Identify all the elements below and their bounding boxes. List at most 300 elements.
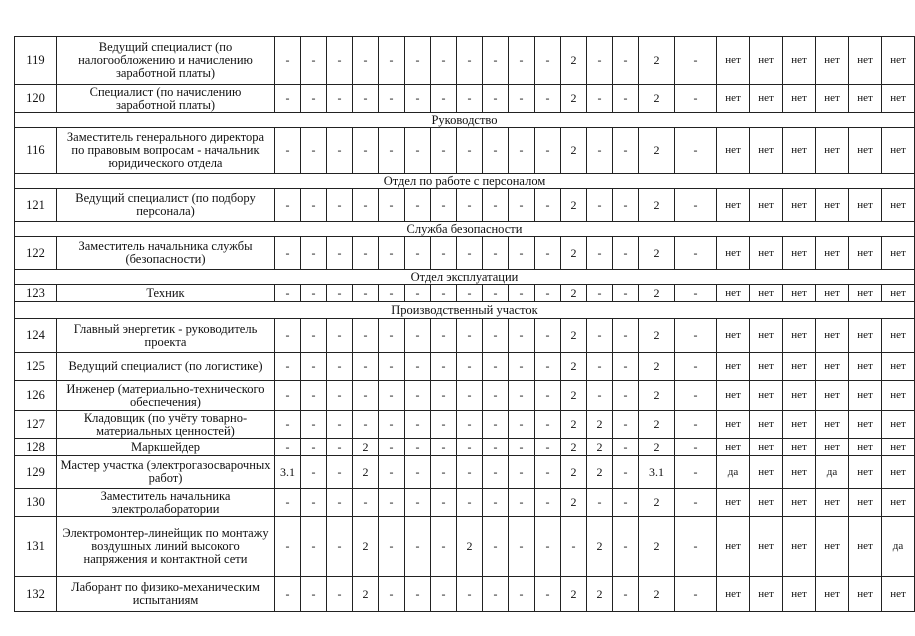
factor-class-cell: - <box>509 411 535 439</box>
factor-class-cell: 2 <box>639 381 675 411</box>
factor-class-cell: - <box>431 456 457 489</box>
guarantee-cell: да <box>882 517 915 577</box>
guarantee-cell: нет <box>882 489 915 517</box>
guarantee-cell: нет <box>882 189 915 222</box>
row-number: 123 <box>15 285 57 302</box>
factor-class-cell: - <box>275 439 301 456</box>
section-title: Руководство <box>15 113 915 128</box>
factor-class-cell: - <box>483 456 509 489</box>
position-name: Заместитель начальника службы (безопасности) <box>57 237 275 270</box>
guarantee-cell: нет <box>750 319 783 353</box>
factor-class-cell: 2 <box>639 489 675 517</box>
factor-class-cell: - <box>509 319 535 353</box>
factor-class-cell: - <box>675 189 717 222</box>
factor-class-cell: - <box>405 381 431 411</box>
factor-class-cell: - <box>675 517 717 577</box>
guarantee-cell: нет <box>882 37 915 85</box>
factor-class-cell: - <box>301 189 327 222</box>
factor-class-cell: - <box>379 456 405 489</box>
guarantee-cell: нет <box>750 285 783 302</box>
factor-class-cell: - <box>613 85 639 113</box>
factor-class-cell: 2 <box>561 381 587 411</box>
guarantee-cell: нет <box>750 577 783 612</box>
table-row <box>15 577 915 612</box>
factor-class-cell: 2 <box>457 517 483 577</box>
guarantee-cell: нет <box>750 237 783 270</box>
guarantee-cell: нет <box>849 189 882 222</box>
factor-class-cell: - <box>431 517 457 577</box>
assessment-table-page <box>14 36 906 612</box>
factor-class-cell: - <box>327 128 353 174</box>
factor-class-cell: - <box>509 37 535 85</box>
factor-class-cell: - <box>353 128 379 174</box>
factor-class-cell: 2 <box>353 439 379 456</box>
section-header-row <box>15 113 915 128</box>
factor-class-cell: 2 <box>353 577 379 612</box>
guarantee-cell: нет <box>816 517 849 577</box>
factor-class-cell: 2 <box>639 439 675 456</box>
factor-class-cell: - <box>275 319 301 353</box>
factor-class-cell: - <box>327 489 353 517</box>
factor-class-cell: - <box>509 489 535 517</box>
factor-class-cell: - <box>483 237 509 270</box>
factor-class-cell: - <box>587 237 613 270</box>
factor-class-cell: 2 <box>561 353 587 381</box>
working-conditions-table <box>14 36 915 612</box>
factor-class-cell: - <box>405 85 431 113</box>
factor-class-cell: - <box>613 237 639 270</box>
guarantee-cell: нет <box>882 237 915 270</box>
factor-class-cell: 2 <box>561 411 587 439</box>
factor-class-cell: - <box>457 37 483 85</box>
factor-class-cell: - <box>675 237 717 270</box>
row-number: 126 <box>15 381 57 411</box>
factor-class-cell: - <box>587 489 613 517</box>
factor-class-cell: - <box>275 237 301 270</box>
guarantee-cell: нет <box>882 381 915 411</box>
guarantee-cell: нет <box>849 439 882 456</box>
position-name: Маркшейдер <box>57 439 275 456</box>
guarantee-cell: нет <box>849 37 882 85</box>
guarantee-cell: нет <box>717 37 750 85</box>
factor-class-cell: 2 <box>561 237 587 270</box>
factor-class-cell: - <box>483 128 509 174</box>
factor-class-cell: - <box>405 37 431 85</box>
factor-class-cell: - <box>353 37 379 85</box>
factor-class-cell: - <box>535 128 561 174</box>
position-name: Заместитель начальника электролаборатории <box>57 489 275 517</box>
table-row <box>15 85 915 113</box>
factor-class-cell: - <box>535 237 561 270</box>
factor-class-cell: 2 <box>639 319 675 353</box>
guarantee-cell: нет <box>783 577 816 612</box>
factor-class-cell: - <box>379 577 405 612</box>
guarantee-cell: нет <box>816 85 849 113</box>
factor-class-cell: - <box>431 439 457 456</box>
factor-class-cell: - <box>457 489 483 517</box>
guarantee-cell: нет <box>717 411 750 439</box>
factor-class-cell: - <box>483 489 509 517</box>
section-header-row <box>15 302 915 319</box>
row-number: 129 <box>15 456 57 489</box>
factor-class-cell: - <box>509 128 535 174</box>
factor-class-cell: - <box>613 353 639 381</box>
factor-class-cell: - <box>535 353 561 381</box>
guarantee-cell: нет <box>783 319 816 353</box>
factor-class-cell: - <box>301 128 327 174</box>
factor-class-cell: - <box>379 517 405 577</box>
factor-class-cell: 2 <box>561 85 587 113</box>
factor-class-cell: - <box>327 85 353 113</box>
guarantee-cell: нет <box>750 189 783 222</box>
factor-class-cell: - <box>379 489 405 517</box>
guarantee-cell: нет <box>750 85 783 113</box>
factor-class-cell: 2 <box>639 237 675 270</box>
factor-class-cell: - <box>405 128 431 174</box>
guarantee-cell: нет <box>783 517 816 577</box>
factor-class-cell: 2 <box>587 456 613 489</box>
factor-class-cell: - <box>483 439 509 456</box>
factor-class-cell: 2 <box>561 285 587 302</box>
factor-class-cell: - <box>613 489 639 517</box>
factor-class-cell: 2 <box>587 517 613 577</box>
factor-class-cell: 2 <box>639 189 675 222</box>
guarantee-cell: нет <box>849 85 882 113</box>
guarantee-cell: нет <box>882 319 915 353</box>
factor-class-cell: - <box>535 489 561 517</box>
guarantee-cell: нет <box>849 319 882 353</box>
guarantee-cell: нет <box>816 353 849 381</box>
factor-class-cell: 2 <box>639 411 675 439</box>
factor-class-cell: - <box>509 517 535 577</box>
section-title: Отдел эксплуатации <box>15 270 915 285</box>
factor-class-cell: - <box>535 577 561 612</box>
row-number: 121 <box>15 189 57 222</box>
guarantee-cell: нет <box>816 285 849 302</box>
factor-class-cell: - <box>509 85 535 113</box>
factor-class-cell: - <box>483 189 509 222</box>
factor-class-cell: - <box>457 577 483 612</box>
factor-class-cell: - <box>509 189 535 222</box>
factor-class-cell: - <box>327 439 353 456</box>
factor-class-cell: - <box>613 411 639 439</box>
factor-class-cell: - <box>457 439 483 456</box>
guarantee-cell: нет <box>849 411 882 439</box>
position-name: Инженер (материально-технического обеспечения) <box>57 381 275 411</box>
factor-class-cell: - <box>353 353 379 381</box>
factor-class-cell: - <box>379 237 405 270</box>
guarantee-cell: нет <box>849 128 882 174</box>
factor-class-cell: - <box>353 85 379 113</box>
factor-class-cell: - <box>587 285 613 302</box>
factor-class-cell: - <box>301 577 327 612</box>
table-row <box>15 439 915 456</box>
factor-class-cell: - <box>275 128 301 174</box>
factor-class-cell: - <box>613 577 639 612</box>
guarantee-cell: нет <box>849 353 882 381</box>
guarantee-cell: нет <box>783 439 816 456</box>
factor-class-cell: - <box>587 128 613 174</box>
factor-class-cell: - <box>675 285 717 302</box>
guarantee-cell: нет <box>783 353 816 381</box>
factor-class-cell: - <box>457 319 483 353</box>
guarantee-cell: нет <box>783 456 816 489</box>
factor-class-cell: - <box>457 85 483 113</box>
guarantee-cell: нет <box>717 353 750 381</box>
factor-class-cell: - <box>379 85 405 113</box>
factor-class-cell: - <box>535 85 561 113</box>
factor-class-cell: - <box>405 237 431 270</box>
row-number: 132 <box>15 577 57 612</box>
factor-class-cell: - <box>301 353 327 381</box>
guarantee-cell: нет <box>783 237 816 270</box>
row-number: 119 <box>15 37 57 85</box>
factor-class-cell: - <box>675 128 717 174</box>
factor-class-cell: 2 <box>639 285 675 302</box>
guarantee-cell: нет <box>783 37 816 85</box>
factor-class-cell: - <box>327 319 353 353</box>
guarantee-cell: нет <box>750 411 783 439</box>
guarantee-cell: нет <box>783 189 816 222</box>
factor-class-cell: - <box>613 37 639 85</box>
factor-class-cell: - <box>509 381 535 411</box>
position-name: Кладовщик (по учёту товарно-материальных ценностей) <box>57 411 275 439</box>
factor-class-cell: - <box>457 128 483 174</box>
factor-class-cell: - <box>483 411 509 439</box>
guarantee-cell: нет <box>816 128 849 174</box>
factor-class-cell: - <box>301 285 327 302</box>
factor-class-cell: 3.1 <box>639 456 675 489</box>
position-name: Электромонтер-линейщик по монтажу воздушных линий высокого напряжения и контактной сети <box>57 517 275 577</box>
factor-class-cell: - <box>483 37 509 85</box>
factor-class-cell: - <box>405 285 431 302</box>
position-name: Заместитель генерального директора по правовым вопросам - начальник юридического отдела <box>57 128 275 174</box>
guarantee-cell: нет <box>717 381 750 411</box>
factor-class-cell: - <box>379 319 405 353</box>
factor-class-cell: - <box>405 517 431 577</box>
row-number: 128 <box>15 439 57 456</box>
factor-class-cell: 2 <box>353 456 379 489</box>
factor-class-cell: - <box>483 353 509 381</box>
factor-class-cell: 3.1 <box>275 456 301 489</box>
factor-class-cell: - <box>431 189 457 222</box>
factor-class-cell: 2 <box>587 577 613 612</box>
position-name: Техник <box>57 285 275 302</box>
factor-class-cell: - <box>535 189 561 222</box>
factor-class-cell: - <box>483 319 509 353</box>
factor-class-cell: - <box>301 237 327 270</box>
guarantee-cell: нет <box>849 456 882 489</box>
guarantee-cell: нет <box>717 285 750 302</box>
factor-class-cell: - <box>301 37 327 85</box>
factor-class-cell: - <box>405 577 431 612</box>
table-row <box>15 319 915 353</box>
guarantee-cell: нет <box>882 285 915 302</box>
factor-class-cell: - <box>675 353 717 381</box>
row-number: 125 <box>15 353 57 381</box>
guarantee-cell: нет <box>882 353 915 381</box>
guarantee-cell: нет <box>783 489 816 517</box>
factor-class-cell: - <box>275 189 301 222</box>
factor-class-cell: - <box>535 456 561 489</box>
factor-class-cell: - <box>509 439 535 456</box>
factor-class-cell: - <box>431 37 457 85</box>
factor-class-cell: - <box>613 189 639 222</box>
factor-class-cell: - <box>675 37 717 85</box>
table-row <box>15 237 915 270</box>
factor-class-cell: - <box>353 489 379 517</box>
factor-class-cell: - <box>275 285 301 302</box>
factor-class-cell: - <box>509 237 535 270</box>
factor-class-cell: - <box>457 353 483 381</box>
guarantee-cell: нет <box>882 456 915 489</box>
guarantee-cell: нет <box>750 517 783 577</box>
guarantee-cell: нет <box>882 85 915 113</box>
guarantee-cell: да <box>717 456 750 489</box>
guarantee-cell: нет <box>849 381 882 411</box>
factor-class-cell: 2 <box>561 489 587 517</box>
guarantee-cell: нет <box>717 128 750 174</box>
guarantee-cell: нет <box>717 577 750 612</box>
factor-class-cell: 2 <box>639 577 675 612</box>
factor-class-cell: - <box>405 319 431 353</box>
factor-class-cell: - <box>587 353 613 381</box>
guarantee-cell: нет <box>717 237 750 270</box>
factor-class-cell: - <box>535 37 561 85</box>
position-name: Ведущий специалист (по логистике) <box>57 353 275 381</box>
guarantee-cell: нет <box>750 439 783 456</box>
row-number: 120 <box>15 85 57 113</box>
guarantee-cell: нет <box>783 85 816 113</box>
section-title: Служба безопасности <box>15 222 915 237</box>
factor-class-cell: - <box>379 439 405 456</box>
factor-class-cell: - <box>535 285 561 302</box>
factor-class-cell: - <box>561 517 587 577</box>
factor-class-cell: - <box>275 85 301 113</box>
factor-class-cell: - <box>275 353 301 381</box>
factor-class-cell: - <box>275 411 301 439</box>
guarantee-cell: нет <box>783 285 816 302</box>
factor-class-cell: - <box>353 189 379 222</box>
factor-class-cell: - <box>379 285 405 302</box>
factor-class-cell: - <box>431 237 457 270</box>
position-name: Главный энергетик - руководитель проекта <box>57 319 275 353</box>
factor-class-cell: - <box>327 237 353 270</box>
table-row <box>15 489 915 517</box>
factor-class-cell: - <box>379 353 405 381</box>
factor-class-cell: - <box>431 353 457 381</box>
factor-class-cell: 2 <box>561 439 587 456</box>
guarantee-cell: нет <box>717 439 750 456</box>
guarantee-cell: нет <box>750 353 783 381</box>
factor-class-cell: - <box>587 381 613 411</box>
factor-class-cell: - <box>327 37 353 85</box>
position-name: Специалист (по начислению заработной платы) <box>57 85 275 113</box>
factor-class-cell: - <box>405 353 431 381</box>
row-number: 122 <box>15 237 57 270</box>
factor-class-cell: - <box>535 439 561 456</box>
guarantee-cell: нет <box>750 456 783 489</box>
guarantee-cell: нет <box>750 128 783 174</box>
guarantee-cell: нет <box>717 489 750 517</box>
factor-class-cell: - <box>613 128 639 174</box>
guarantee-cell: нет <box>849 285 882 302</box>
factor-class-cell: - <box>405 489 431 517</box>
row-number: 130 <box>15 489 57 517</box>
factor-class-cell: 2 <box>639 128 675 174</box>
guarantee-cell: нет <box>816 577 849 612</box>
guarantee-cell: нет <box>783 411 816 439</box>
factor-class-cell: - <box>675 456 717 489</box>
factor-class-cell: - <box>353 411 379 439</box>
factor-class-cell: - <box>675 489 717 517</box>
factor-class-cell: - <box>327 517 353 577</box>
factor-class-cell: - <box>275 577 301 612</box>
guarantee-cell: нет <box>783 128 816 174</box>
factor-class-cell: - <box>483 577 509 612</box>
factor-class-cell: - <box>535 411 561 439</box>
position-name: Мастер участка (электрогазосварочных работ) <box>57 456 275 489</box>
guarantee-cell: нет <box>849 577 882 612</box>
factor-class-cell: - <box>535 517 561 577</box>
guarantee-cell: нет <box>750 37 783 85</box>
factor-class-cell: - <box>457 381 483 411</box>
factor-class-cell: - <box>405 189 431 222</box>
factor-class-cell: 2 <box>639 37 675 85</box>
guarantee-cell: нет <box>816 189 849 222</box>
guarantee-cell: нет <box>750 381 783 411</box>
factor-class-cell: - <box>327 411 353 439</box>
factor-class-cell: - <box>587 37 613 85</box>
section-title: Отдел по работе с персоналом <box>15 174 915 189</box>
table-row <box>15 517 915 577</box>
factor-class-cell: - <box>379 411 405 439</box>
factor-class-cell: 2 <box>587 439 613 456</box>
guarantee-cell: нет <box>882 411 915 439</box>
factor-class-cell: 2 <box>561 319 587 353</box>
factor-class-cell: - <box>613 517 639 577</box>
factor-class-cell: - <box>275 381 301 411</box>
section-header-row <box>15 222 915 237</box>
factor-class-cell: - <box>675 411 717 439</box>
factor-class-cell: - <box>353 319 379 353</box>
factor-class-cell: - <box>431 411 457 439</box>
factor-class-cell: 2 <box>639 353 675 381</box>
factor-class-cell: - <box>509 577 535 612</box>
guarantee-cell: нет <box>717 85 750 113</box>
factor-class-cell: - <box>509 456 535 489</box>
factor-class-cell: - <box>431 577 457 612</box>
guarantee-cell: нет <box>717 517 750 577</box>
factor-class-cell: - <box>301 85 327 113</box>
factor-class-cell: 2 <box>587 411 613 439</box>
factor-class-cell: 2 <box>561 128 587 174</box>
factor-class-cell: - <box>613 319 639 353</box>
table-row <box>15 37 915 85</box>
factor-class-cell: - <box>457 411 483 439</box>
factor-class-cell: - <box>483 517 509 577</box>
guarantee-cell: нет <box>849 489 882 517</box>
guarantee-cell: нет <box>849 517 882 577</box>
factor-class-cell: - <box>275 489 301 517</box>
factor-class-cell: - <box>405 456 431 489</box>
guarantee-cell: нет <box>816 381 849 411</box>
guarantee-cell: нет <box>882 128 915 174</box>
factor-class-cell: - <box>353 237 379 270</box>
factor-class-cell: - <box>301 517 327 577</box>
factor-class-cell: - <box>301 456 327 489</box>
factor-class-cell: - <box>613 381 639 411</box>
